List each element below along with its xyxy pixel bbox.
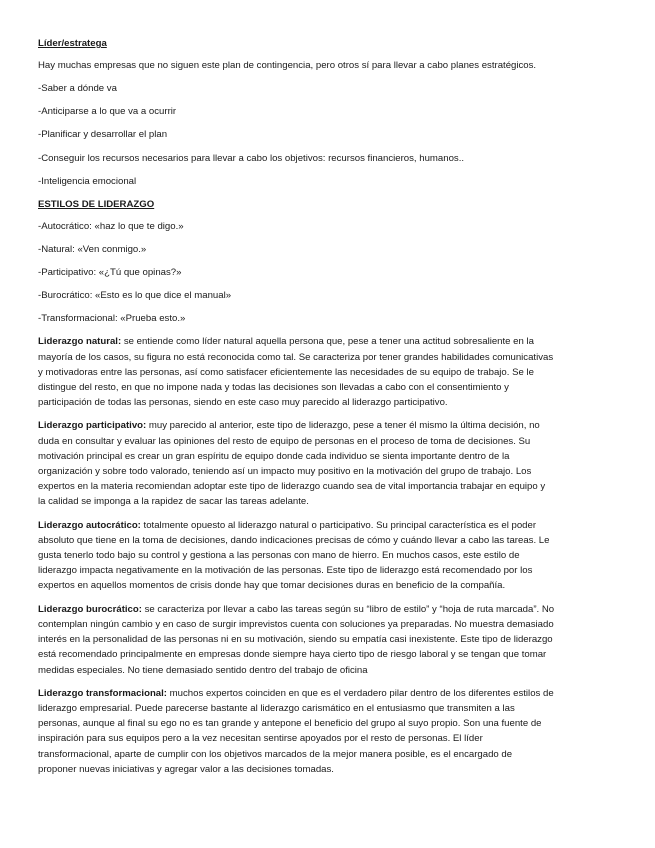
paragraph-line xyxy=(38,701,617,716)
paragraph-text: personas, aunque al final su ego no es tan grande y antepone el beneficio del grupo al suyo propio. Son una fuente de xyxy=(38,718,542,730)
paragraph-label: Liderazgo autocrático: xyxy=(38,519,141,531)
paragraph-line xyxy=(38,716,617,731)
paragraph-text: distingue del resto, en que no impone nada y todas las decisiones son llevadas a cabo con el consentimiento y xyxy=(38,382,509,394)
paragraph-text: expertos en la materia recomiendan adoptar este tipo de liderazgo cuando sea de vital importancia trabajar en equipo y xyxy=(38,481,546,493)
paragraph-line xyxy=(38,479,617,494)
paragraph-text: está recomendado principalmente en empresas donde siempre haya cierto tipo de riesgo laboral y se tengan que tomar xyxy=(38,649,547,661)
section-heading-estilos: ESTILOS DE LIDERAZGO xyxy=(38,198,155,210)
paragraph-line xyxy=(38,518,617,533)
paragraphs-container xyxy=(38,334,617,776)
paragraph-text: organización y sobre todo valorado, teniendo así un impacto muy positivo en la motivación del grupo de trabajo. Los xyxy=(38,466,532,478)
paragraph-text: y motivadoras entre las personas, así como satisfacer eficientemente las necesidades de su equipo de trabajo. Se le xyxy=(38,366,534,378)
list-item: -Planificar y desarrollar el plan xyxy=(38,129,168,141)
paragraph-text: proponer nuevas iniciativas y agregar valor a las decisiones tomadas. xyxy=(38,763,334,775)
paragraph-text: la calidad se imponga a la rapidez de sacar las tareas adelante. xyxy=(38,496,309,508)
paragraph-text: se entiende como líder natural aquella persona que, pese a tener una actitud sobresaliente en la xyxy=(121,336,534,348)
paragraph-text: interés en la personalidad de las personas ni en su motivación, siendo su empatía casi inexistente. Este tipo de liderazgo xyxy=(38,634,553,646)
paragraph-line xyxy=(38,563,617,578)
paragraph-line xyxy=(38,380,617,395)
style-description-paragraph xyxy=(38,518,617,594)
paragraph-label: Liderazgo natural: xyxy=(38,336,122,348)
list-item: -Participativo: «¿Tú que opinas?» xyxy=(38,267,182,279)
paragraph-text: se caracteriza por llevar a cabo las tareas según su “libro de estilo” y “hoja de ruta marcada”. No xyxy=(141,603,555,615)
paragraph-text: muy parecido al anterior, este tipo de liderazgo, pese a tener él mismo la última decisión, no xyxy=(146,420,540,432)
paragraph-text: transformacional, aparte de cumplir con los objetivos marcados de la mejor manera posible, es el encargado de xyxy=(38,748,513,760)
paragraph-text: gusta tenerlo todo bajo su control y gestiona a las personas con mano de hierro. En muchos casos, este estilo de xyxy=(38,550,520,562)
paragraph-line xyxy=(38,434,617,449)
intro-paragraph: Hay muchas empresas que no siguen este plan de contingencia, pero otros sí para llevar a cabo planes estratégicos. xyxy=(38,60,537,72)
paragraph-line xyxy=(38,762,617,777)
paragraph-line xyxy=(38,533,617,548)
paragraph-line xyxy=(38,632,617,647)
list-item: -Inteligencia emocional xyxy=(38,175,137,187)
paragraph-text: participación de todas las personas, siendo en este caso muy parecido al liderazgo participativo. xyxy=(38,397,448,409)
paragraph-text: duda en consultar y evaluar las opiniones del resto de equipo de personas en el proceso de toma de decisiones. Su xyxy=(38,435,531,447)
section-heading-lider-estratega: Líder/estratega xyxy=(38,38,107,49)
paragraph-text: mayoría de los casos, su figura no está reconocida como tal. Se caracteriza por tener grandes habilidades comunicativas xyxy=(38,351,554,363)
paragraph-line xyxy=(38,548,617,563)
paragraph-line xyxy=(38,494,617,509)
list-item: -Natural: «Ven conmigo.» xyxy=(38,244,147,256)
paragraph-line xyxy=(38,464,617,479)
paragraph-text: absoluto que tiene en la toma de decisiones, dando indicaciones precisas de cómo y cuándo llevar a cabo las tareas. Le xyxy=(38,534,550,546)
paragraph-line xyxy=(38,617,617,632)
paragraph-text: medidas especiales. No tiene demasiado sentido dentro del trabajo de oficina xyxy=(38,664,368,676)
paragraph-line xyxy=(38,747,617,762)
paragraph-line xyxy=(38,449,617,464)
paragraph-text: contemplan ningún cambio y en caso de surgir imprevistos cuenta con soluciones ya preparadas. No muestra demasiado xyxy=(38,618,554,630)
paragraph-line xyxy=(38,418,617,433)
paragraph-line xyxy=(38,731,617,746)
paragraph-line xyxy=(38,602,617,617)
paragraph-text: liderazgo empresarial. Puede parecerse bastante al liderazgo carismático en el entusiasmo que transmiten a las xyxy=(38,702,515,714)
paragraph-line xyxy=(38,663,617,678)
paragraph-line xyxy=(38,334,617,349)
list-item: -Saber a dónde va xyxy=(38,83,117,95)
paragraph-text: muchos expertos coinciden en que es el verdadero pilar dentro de los diferentes estilos de xyxy=(167,687,554,699)
style-description-paragraph xyxy=(38,602,617,678)
paragraph-text: totalmente opuesto al liderazgo natural o participativo. Su principal característica es el poder xyxy=(140,519,537,531)
paragraph-text: expertos en aquellos momentos de crisis donde hay que tomar decisiones duras en beneficio de la compañía. xyxy=(38,580,506,592)
paragraph-line xyxy=(38,686,617,701)
paragraph-text: liderazgo impacta negativamente en la motivación de las personas. Este tipo de liderazgo está recomendado por los xyxy=(38,565,533,577)
paragraph-label: Liderazgo burocrático: xyxy=(38,603,142,615)
paragraph-line xyxy=(38,365,617,380)
list-item: -Burocrático: «Esto es lo que dice el manual» xyxy=(38,290,232,302)
paragraph-line xyxy=(38,395,617,410)
style-description-paragraph xyxy=(38,334,617,410)
list-item: -Anticiparse a lo que va a ocurrir xyxy=(38,106,177,118)
paragraph-text: motivación principal es crear un gran espíritu de equipo donde cada individuo se sienta importante dentro de la xyxy=(38,450,510,462)
list-item: -Conseguir los recursos necesarios para llevar a cabo los objetivos: recursos financieros, humanos.. xyxy=(38,152,465,164)
paragraph-line xyxy=(38,578,617,593)
paragraph-label: Liderazgo participativo: xyxy=(38,420,147,432)
list-item: -Autocrático: «haz lo que te digo.» xyxy=(38,220,184,232)
style-description-paragraph xyxy=(38,686,617,777)
list-item: -Transformacional: «Prueba esto.» xyxy=(38,313,186,325)
style-description-paragraph xyxy=(38,418,617,509)
paragraph-label: Liderazgo transformacional: xyxy=(38,687,168,699)
paragraph-line xyxy=(38,350,617,365)
paragraph-text: inspiración para sus equipos pero a la vez necesitan sentirse apoyados por el resto de personas. El líder xyxy=(38,733,483,745)
paragraph-line xyxy=(38,647,617,662)
